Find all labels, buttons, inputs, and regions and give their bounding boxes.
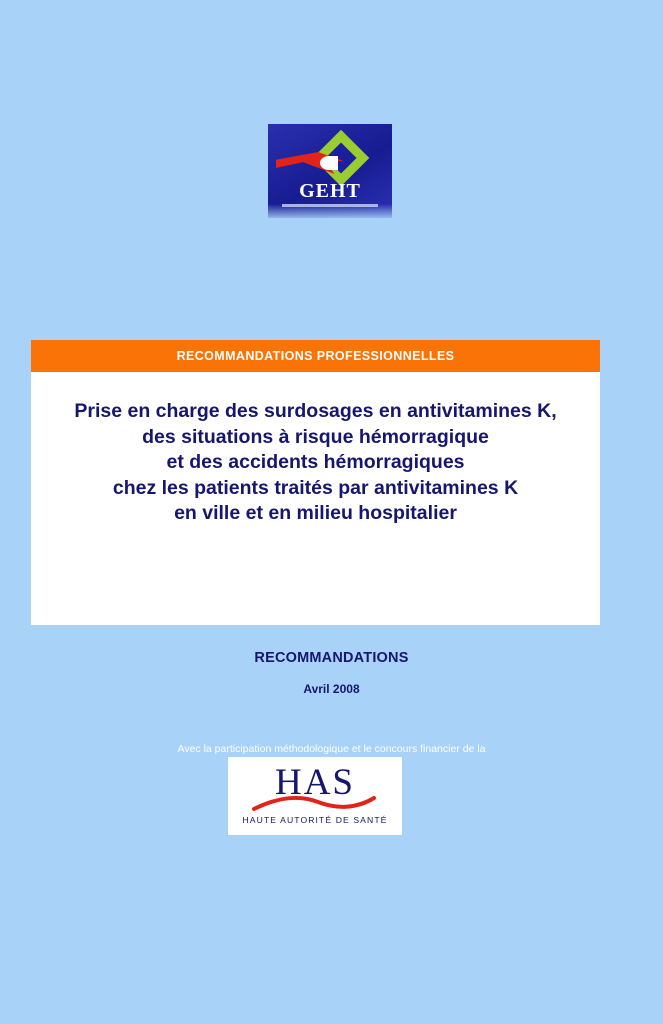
geht-wordmark: GEHT [299,180,361,202]
title-card [31,340,600,625]
participation-credit: Avec la participation méthodologique et le concours financier de la [177,743,486,755]
page-title-line: Prise en charge des surdosages en antivitamines K, [74,400,557,422]
recommendation-banner [31,340,600,372]
has-logo [228,757,402,835]
geht-logo [268,124,392,218]
page-title [31,399,600,527]
has-tagline: HAUTE AUTORITÉ DE SANTÉ [242,815,388,825]
has-swoosh-icon [252,793,376,813]
page-title-line: chez les patients traités par antivitamines K [112,476,519,499]
page-title-line: des situations à risque hémorragique [142,425,489,448]
page-title-line: et des accidents hémorragiques [166,451,465,473]
document-date: Avril 2008 [303,682,360,696]
document-subtitle: RECOMMANDATIONS [254,650,409,666]
page-title-line: en ville et en milieu hospitalier [174,502,457,524]
geht-fade [268,204,392,218]
recommendation-banner-label: RECOMMANDATIONS PROFESSIONNELLES [176,349,455,363]
geht-swoosh-highlight-icon [320,156,338,170]
has-wordmark: HAS [274,762,356,803]
